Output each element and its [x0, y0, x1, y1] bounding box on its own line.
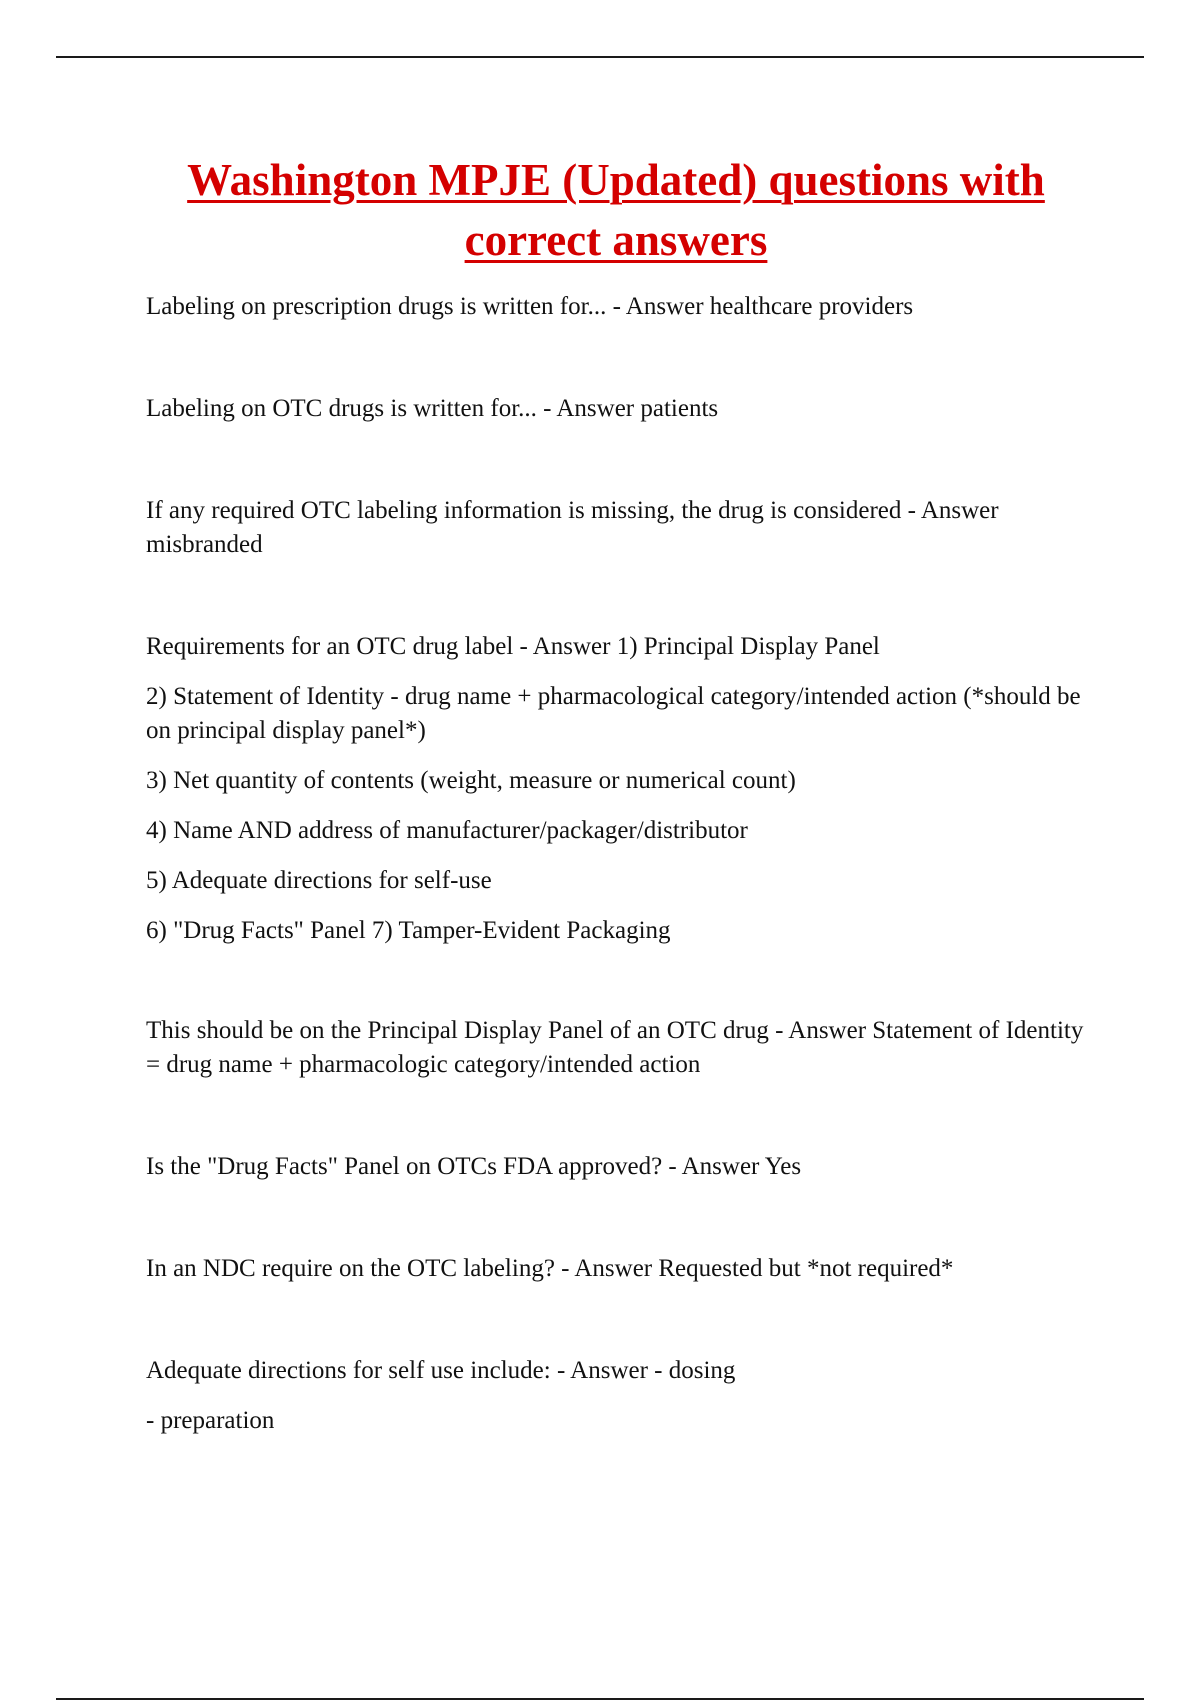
qa-text: 2) Statement of Identity - drug name + pharmacological category/intended action (*should be on principal display panel*)	[146, 683, 1081, 744]
qa-text: Adequate directions for self use include: - Answer - dosing	[146, 1357, 736, 1384]
qa-text: 4) Name AND address of manufacturer/packager/distributor	[146, 817, 748, 844]
qa-text: 5) Adequate directions for self-use	[146, 867, 492, 894]
qa-text: Requirements for an OTC drug label - Answer 1) Principal Display Panel	[146, 633, 880, 660]
qa-text: In an NDC require on the OTC labeling? - Answer Requested but *not required*	[146, 1255, 954, 1282]
qa-entry-4	[146, 630, 1086, 948]
qa-entry-3	[146, 494, 1086, 562]
qa-entry-6	[146, 1150, 1086, 1184]
qa-text: If any required OTC labeling information is missing, the drug is considered - Answer misbranded	[146, 497, 999, 558]
qa-entry-7	[146, 1252, 1086, 1286]
qa-entry-1	[146, 290, 1086, 324]
qa-text: Labeling on prescription drugs is written for... - Answer healthcare providers	[146, 293, 914, 320]
qa-text: 6) "Drug Facts" Panel 7) Tamper-Evident Packaging	[146, 917, 671, 944]
document-body	[146, 150, 1086, 1438]
qa-text: Is the "Drug Facts" Panel on OTCs FDA approved? - Answer Yes	[146, 1153, 802, 1180]
qa-entry-2	[146, 392, 1086, 426]
qa-entry-5	[146, 1014, 1086, 1082]
qa-text: - preparation	[146, 1407, 275, 1434]
qa-text: 3) Net quantity of contents (weight, measure or numerical count)	[146, 767, 796, 794]
qa-text: Labeling on OTC drugs is written for... - Answer patients	[146, 395, 719, 422]
document-title: Washington MPJE (Updated) questions with correct answers	[187, 155, 1045, 265]
qa-entry-8	[146, 1354, 1086, 1438]
header-rule	[56, 56, 1144, 58]
qa-text: This should be on the Principal Display Panel of an OTC drug - Answer Statement of Identity = drug name + pharmacologic category/intended action	[146, 1017, 1084, 1078]
